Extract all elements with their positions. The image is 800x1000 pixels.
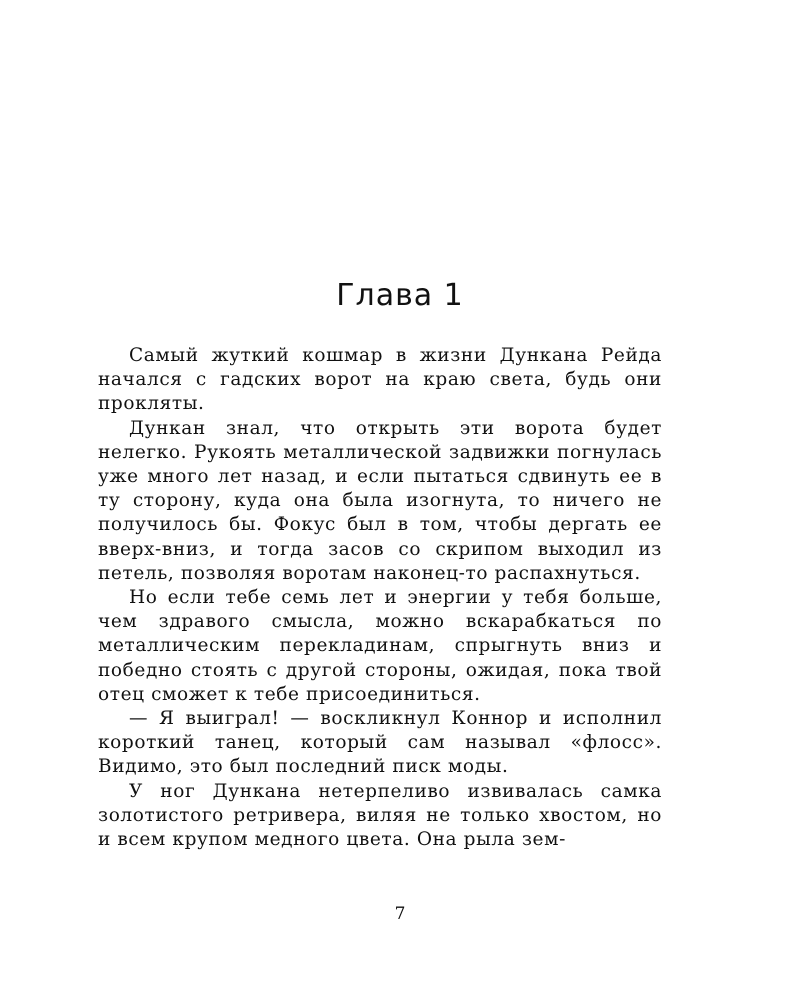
paragraph: Но если тебе семь лет и энергии у тебя больше, чем здравого смысла, можно вскарабкаться по металлическим перекладинам, спрыгнуть вниз и победно стоять с другой стороны, ожидая, пока твой отец сможет к тебе присоединиться. bbox=[98, 587, 662, 705]
page-number: 7 bbox=[394, 904, 406, 924]
paragraph: Самый жуткий кошмар в жизни Дункана Рейда начался с гадских ворот на краю света, будь они прокляты. bbox=[98, 345, 662, 415]
paragraph: — Я выиграл! — воскликнул Коннор и исполнил короткий танец, который сам называл «флосс». Видимо, это был последний писк моды. bbox=[98, 708, 662, 778]
chapter-body bbox=[98, 344, 662, 852]
chapter-title: Глава 1 bbox=[336, 278, 464, 313]
paragraph: Дункан знал, что открыть эти ворота будет нелегко. Рукоять металлической задвижки погнулась уже много лет назад, и если пытаться сдвинуть ее в ту сторону, куда она была изогнута, то ничего не получилось бы. Фокус был в том, чтобы дергать ее вверх-вниз, и тогда засов со скрипом выходил из петель, позволяя воротам наконец-то распахнуться. bbox=[98, 417, 662, 584]
paragraph: У ног Дункана нетерпеливо извивалась самка золотистого ретривера, виляя не только хвостом, но и всем крупом медного цвета. Она рыла зем- bbox=[98, 780, 662, 851]
